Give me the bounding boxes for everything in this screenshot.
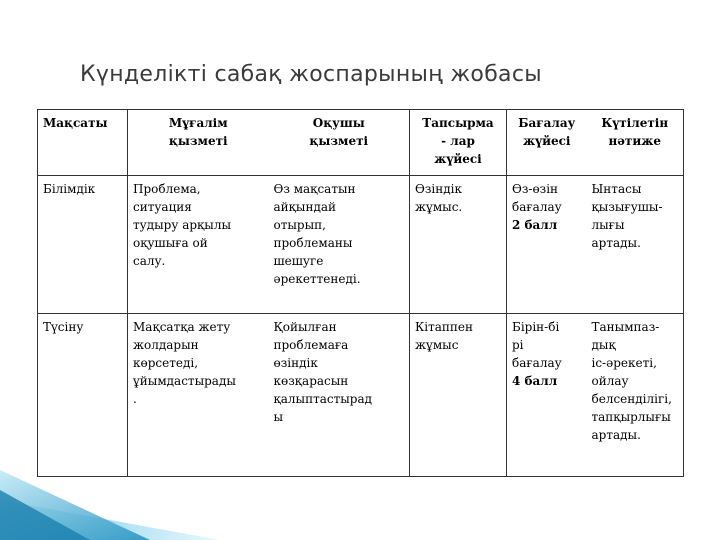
- table-header-row: [38, 110, 684, 176]
- assessment-text: Бірін-бі рі бағалау: [512, 320, 562, 370]
- slide-title: Күнделікті сабақ жоспарының жобасы: [80, 62, 542, 87]
- cell-student: Қойылған проблемаға өзіндік көзқарасын қалыптастырад ы: [269, 314, 410, 477]
- assessment-text: Өз-өзін бағалау: [512, 182, 562, 214]
- assessment-score: 2 балл: [512, 218, 558, 232]
- header-tasks: Тапсырма - лар жүйесі: [410, 110, 507, 176]
- cell-tasks: Кітаппен жұмыс: [410, 314, 507, 477]
- header-assessment: Бағалау жүйесі: [507, 110, 587, 176]
- cell-student: Өз мақсатын айқындай отырып, проблеманы шешуге әрекеттенеді.: [269, 176, 410, 314]
- cell-tasks: Өзіндік жұмыс.: [410, 176, 507, 314]
- lesson-plan-table: [37, 109, 684, 477]
- header-student: Оқушы қызметі: [269, 110, 410, 176]
- header-goal: Мақсаты: [38, 110, 128, 176]
- cell-teacher: Проблема, ситуация тудыру арқылы оқушыға ой салу.: [128, 176, 269, 314]
- table-row: [38, 314, 684, 477]
- assessment-score: 4 балл: [512, 374, 558, 388]
- cell-assessment: [507, 314, 587, 477]
- cell-result: Танымпаз- дық іс-әрекеті, ойлау белсенділігі, тапқырлығы артады.: [587, 314, 684, 477]
- cell-assessment: [507, 176, 587, 314]
- cell-goal: Түсіну: [38, 314, 128, 477]
- cell-teacher: Мақсатқа жету жолдарын көрсетеді, ұйымдастырады .: [128, 314, 269, 477]
- cell-goal: Білімдік: [38, 176, 128, 314]
- header-result: Күтілетін нәтиже: [587, 110, 684, 176]
- table-row: [38, 176, 684, 314]
- header-teacher: Мұғалім қызметі: [128, 110, 269, 176]
- cell-result: Ынтасы қызығушы- лығы артады.: [587, 176, 684, 314]
